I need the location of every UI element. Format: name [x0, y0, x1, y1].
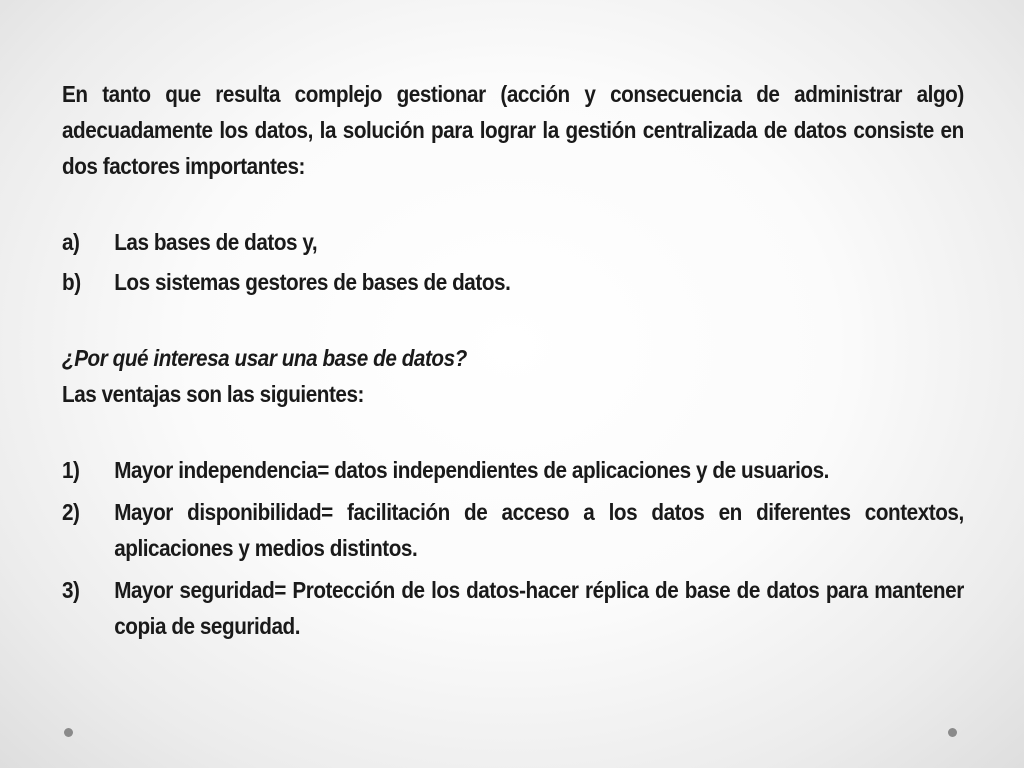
slide-content [62, 76, 964, 644]
list-item-text: Mayor independencia= datos independientes de aplicaciones y de usuarios. [114, 457, 829, 483]
list-item [62, 452, 964, 488]
list-item-text: Mayor disponibilidad= facilitación de acceso a los datos en diferentes contextos, aplicaciones y medios distintos. [114, 499, 964, 561]
list-item-text: Los sistemas gestores de bases de datos. [114, 269, 511, 295]
list-item [62, 264, 964, 300]
factor-list [62, 224, 964, 300]
list-item [62, 572, 964, 644]
intro-paragraph: En tanto que resulta complejo gestionar (acción y consecuencia de administrar algo) adecuadamente los datos, la solución para lograr la gestión centralizada de datos consiste en dos factores importantes: [62, 81, 964, 179]
list-marker: b) [62, 269, 81, 295]
list-item-text: Las bases de datos y, [114, 229, 318, 255]
list-marker: a) [62, 229, 80, 255]
list-item [62, 494, 964, 566]
advantages-list [62, 452, 964, 644]
decorative-dot-left [64, 728, 73, 737]
list-marker: 1) [62, 457, 80, 483]
list-marker: 2) [62, 499, 80, 525]
advantages-intro: Las ventajas son las siguientes: [62, 381, 364, 407]
list-marker: 3) [62, 577, 80, 603]
list-item [62, 224, 964, 260]
question-heading: ¿Por qué interesa usar una base de datos? [62, 345, 467, 371]
list-item-text: Mayor seguridad= Protección de los datos-hacer réplica de base de datos para mantener copia de seguridad. [114, 577, 964, 639]
decorative-dot-right [948, 728, 957, 737]
